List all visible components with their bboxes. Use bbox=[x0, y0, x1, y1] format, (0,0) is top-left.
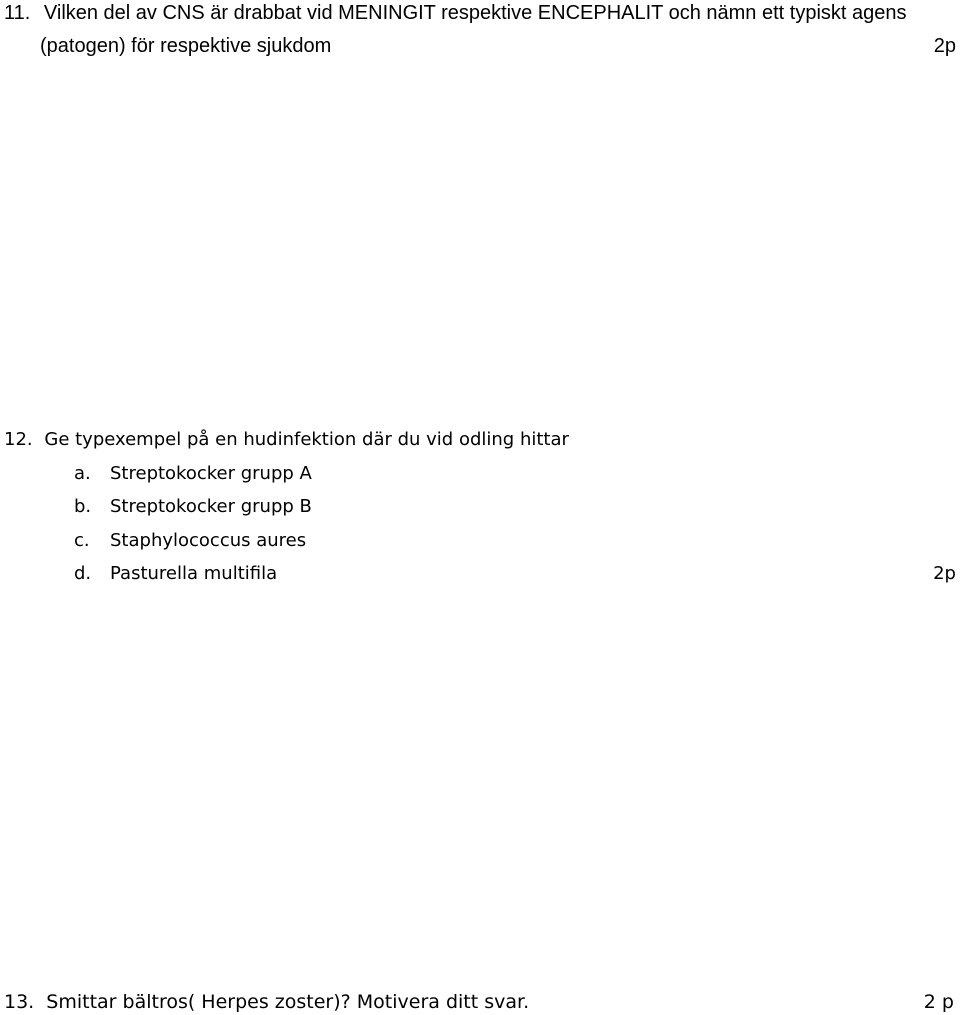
question-13-number: 13. bbox=[4, 991, 35, 1013]
question-12-points: 2p bbox=[933, 563, 956, 584]
option-d-letter: d. bbox=[74, 563, 92, 584]
question-13-text: Smittar bältros( Herpes zoster)? Motivera ditt svar. bbox=[46, 991, 530, 1013]
option-b-text: Streptokocker grupp B bbox=[110, 496, 312, 517]
question-12-line bbox=[4, 428, 569, 452]
question-11-points: 2p bbox=[933, 35, 956, 57]
question-11-line-1 bbox=[4, 1, 907, 25]
option-b-letter: b. bbox=[74, 496, 92, 517]
question-13-line bbox=[4, 990, 529, 1014]
question-13-points: 2 p bbox=[923, 991, 954, 1013]
option-a-text: Streptokocker grupp A bbox=[110, 463, 312, 484]
option-c-text: Staphylococcus aures bbox=[110, 530, 307, 551]
option-a-letter: a. bbox=[74, 463, 91, 484]
question-12-text: Ge typexempel på en hudinfektion där du vid odling hittar bbox=[44, 429, 569, 450]
question-11-line-2: (patogen) för respektive sjukdom bbox=[40, 35, 332, 57]
question-11-text: Vilken del av CNS är drabbat vid MENINGIT respektive ENCEPHALIT och nämn ett typiskt agens bbox=[43, 2, 907, 24]
question-12-number: 12. bbox=[4, 429, 33, 450]
option-c-letter: c. bbox=[74, 530, 90, 551]
question-11-number: 11. bbox=[4, 2, 31, 24]
option-d-text: Pasturella multifila bbox=[110, 563, 278, 584]
